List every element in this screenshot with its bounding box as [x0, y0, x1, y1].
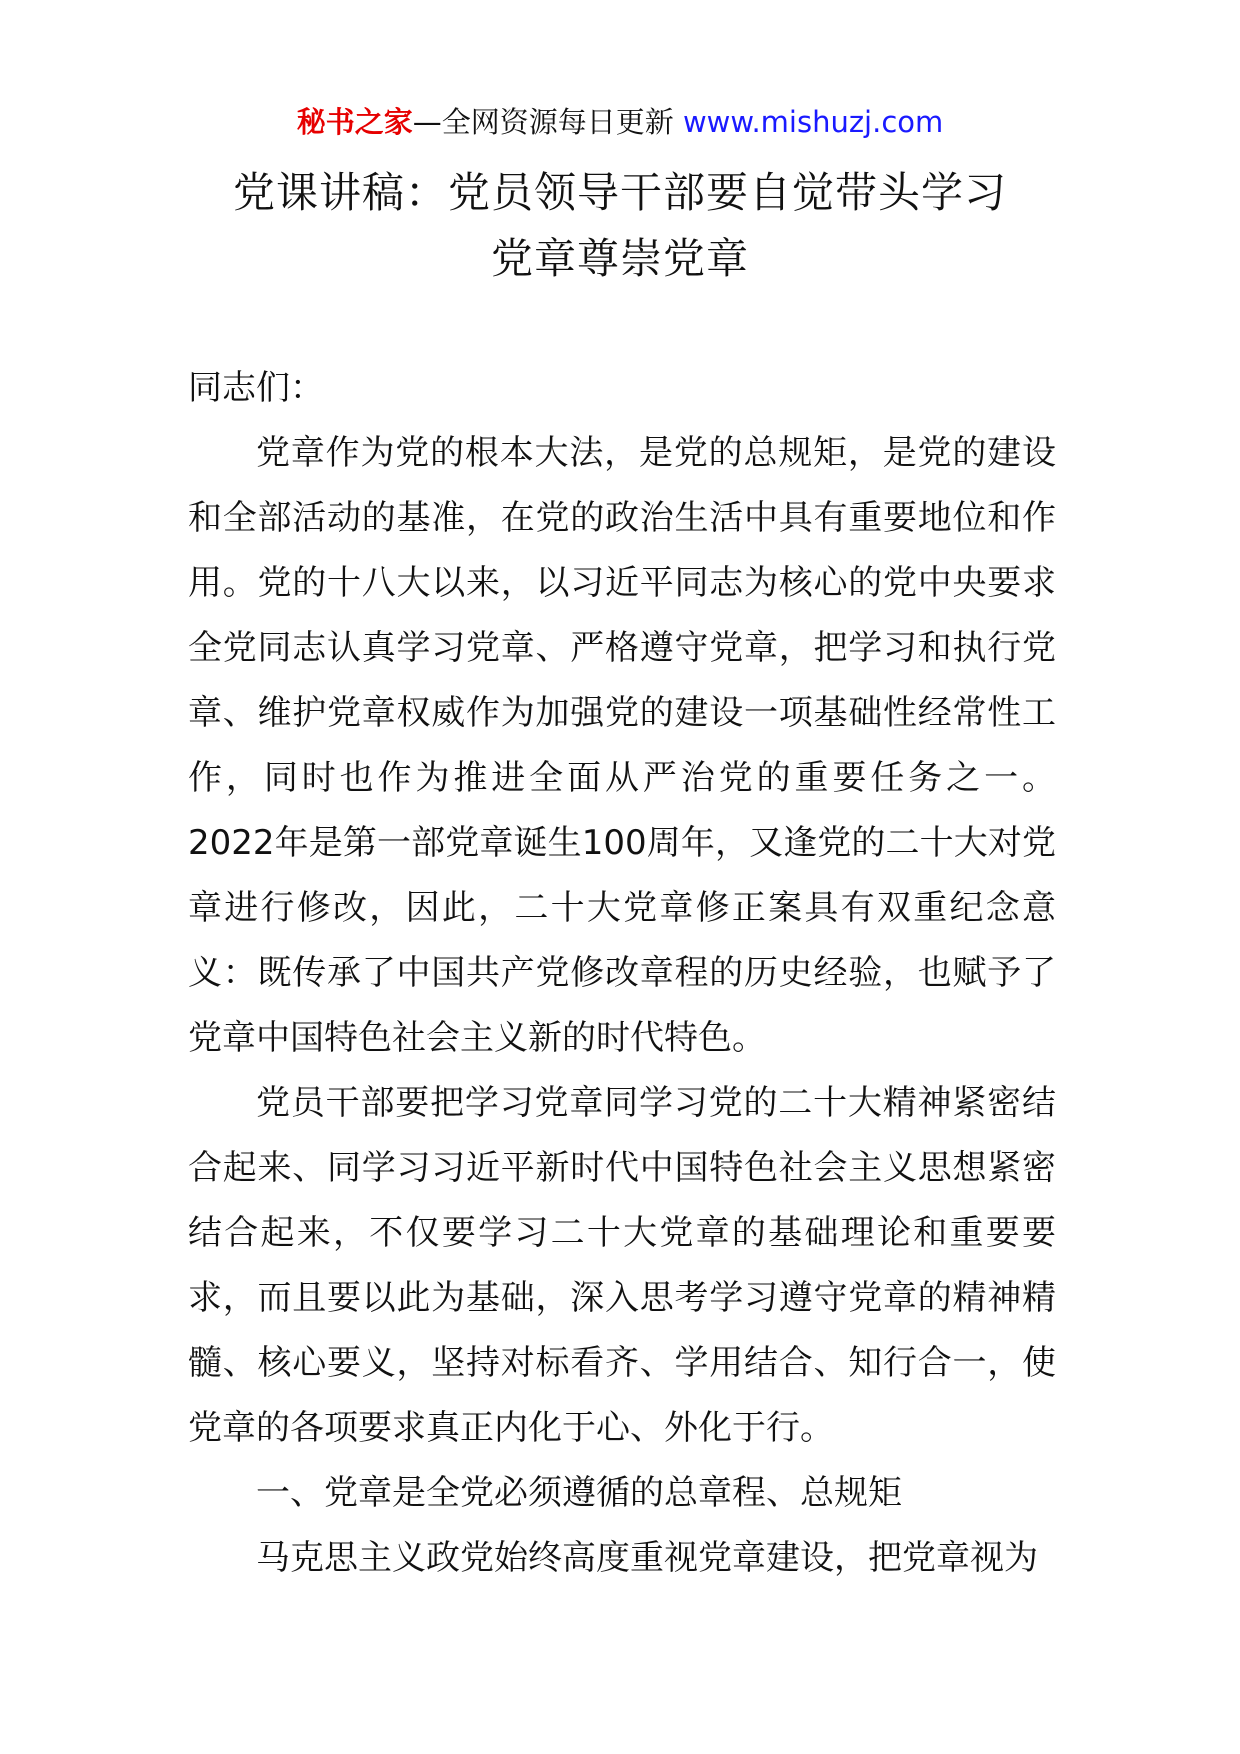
- paragraph: 党员干部要把学习党章同学习党的二十大精神紧密结合起来、同学习习近平新时代中国特色社会主义思想紧密结合起来，不仅要学习二十大党章的基础理论和重要要求，而且要以此为基础，深入思考学习遵守党章的精神精髓、核心要义，坚持对标看齐、学用结合、知行合一，使党章的各项要求真正内化于心、外化于行。: [188, 1083, 1056, 1448]
- title-line-1: 党课讲稿：党员领导干部要自觉带头学习: [232, 168, 1007, 217]
- source-header: [0, 100, 1240, 144]
- document-body: [188, 356, 1056, 1591]
- brand-name: 秘书之家: [296, 105, 413, 139]
- document-title: [150, 160, 1090, 292]
- header-slogan: —全网资源每日更新: [412, 105, 674, 139]
- greeting: 同志们：: [188, 368, 324, 408]
- site-link[interactable]: www.mishuzj.com: [682, 105, 944, 139]
- title-line-2: 党章尊崇党章: [490, 234, 749, 283]
- section-heading: 一、党章是全党必须遵循的总章程、总规矩: [256, 1473, 902, 1513]
- paragraph: 党章作为党的根本大法，是党的总规矩，是党的建设和全部活动的基准，在党的政治生活中具有重要地位和作用。党的十八大以来，以习近平同志为核心的党中央要求全党同志认真学习党章、严格遵守党章，把学习和执行党章、维护党章权威作为加强党的建设一项基础性经常性工作，同时也作为推进全面从严治党的重要任务之一。2022年是第一部党章诞生100周年，又逢党的二十大对党章进行修改，因此，二十大党章修正案具有双重纪念意义：既传承了中国共产党修改章程的历史经验，也赋予了党章中国特色社会主义新的时代特色。: [188, 433, 1056, 1058]
- paragraph: 马克思主义政党始终高度重视党章建设，把党章视为: [256, 1538, 1038, 1578]
